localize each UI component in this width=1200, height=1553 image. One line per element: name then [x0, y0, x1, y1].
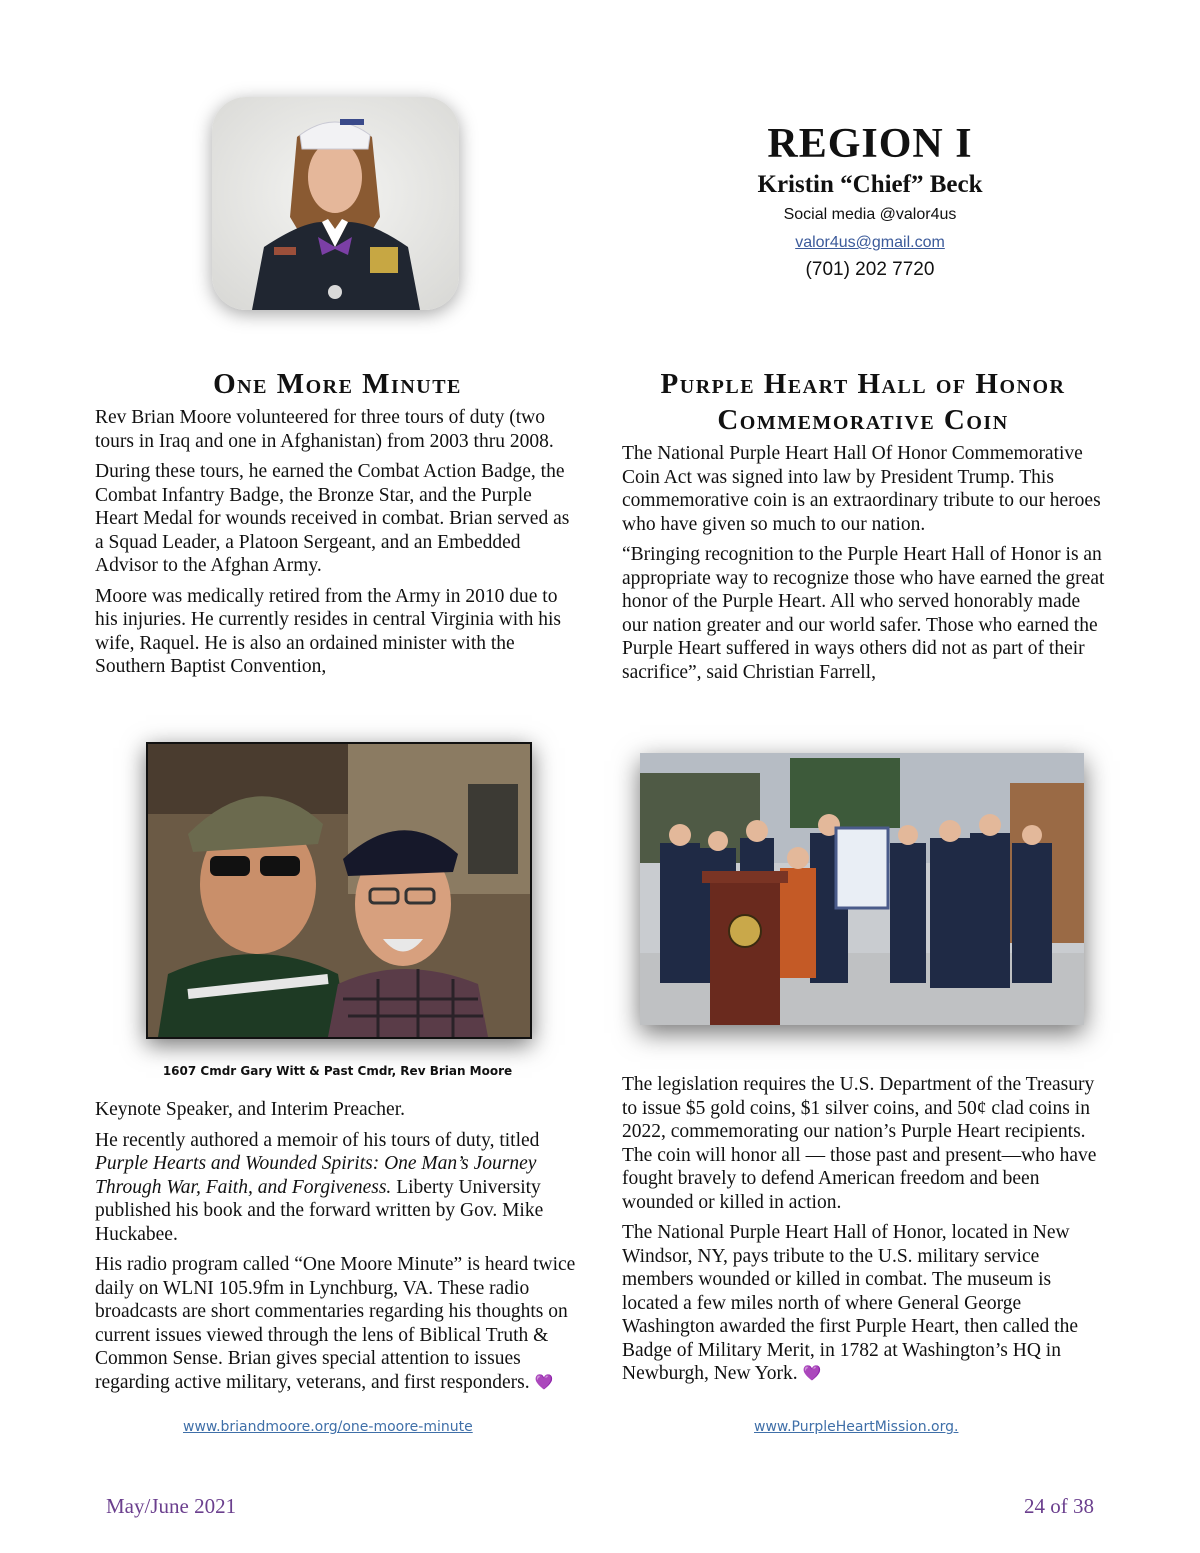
right-article-title-line2: Commemorative Coin: [717, 404, 1009, 436]
memoir-text: He recently authored a memoir of his tours of duty, titled: [95, 1129, 540, 1151]
purple-heart-icon: 💜: [802, 1365, 822, 1382]
region-header: [740, 118, 1000, 282]
portrait-photo: [212, 97, 459, 310]
paragraph: Moore was medically retired from the Army in 2010 due to his injuries. He currently resides in central Virginia with his wife, Raquel. He is also an ordained minister with the Southern Baptist Convention,: [95, 585, 562, 677]
region-title: REGION I: [767, 121, 973, 167]
book-title: Purple Hearts and Wounded Spirits: One Man’s Journey Through War, Faith, and Forgiveness.: [95, 1153, 537, 1198]
paragraph: During these tours, he earned the Combat Action Badge, the Combat Infantry Badge, the Bronze Star, and the Purple Heart Medal for wounds received in combat. Brian served as a Squad Leader, a Platoon Sergeant, and an Embedded Advisor to the Afghan Army.: [95, 461, 570, 576]
left-article-title: One More Minute: [213, 368, 462, 400]
left-article-body-top: [95, 406, 573, 686]
left-article-body-bottom: [95, 1098, 580, 1402]
radio-text: His radio program called “One Moore Minute” is heard twice daily on WLNI 105.9fm in Lynchburg, VA. These radio broadcasts are short commentaries regarding his thoughts on current issues viewed through the lens of Biblical Truth & Common Sense. Brian gives special attention to issues regarding active military, veterans, and first responders.: [95, 1254, 576, 1393]
memoir-text: Liberty University published his book and the forward written by Gov. Mike Huckabee.: [95, 1176, 544, 1245]
purpleheartmission-link[interactable]: www.PurpleHeartMission.org.: [754, 1419, 959, 1435]
coin-ceremony-photo: [640, 753, 1084, 1025]
right-article-title: [622, 366, 1104, 438]
social-handle: Social media @valor4us: [783, 206, 957, 223]
footer-issue-date: May/June 2021: [106, 1494, 237, 1518]
right-article-title-line1: Purple Heart Hall of Honor: [660, 368, 1066, 400]
paragraph: The National Purple Heart Hall Of Honor Commemorative Coin Act was signed into law by President Trump. This commemorative coin is an extraordinary tribute to our heroes who have given so much to our nation.: [622, 443, 1101, 535]
veterans-selfie-photo: [146, 742, 532, 1039]
email-link[interactable]: valor4us@gmail.com: [795, 234, 945, 251]
paragraph: [95, 1129, 580, 1247]
paragraph: [622, 1221, 1107, 1386]
person-name: Kristin “Chief” Beck: [757, 171, 983, 198]
briandmoore-link[interactable]: www.briandmoore.org/one-moore-minute: [183, 1419, 473, 1435]
right-article-body-bottom: [622, 1073, 1107, 1393]
purple-heart-icon: 💜: [534, 1374, 554, 1391]
right-article-body-top: [622, 442, 1107, 691]
museum-text: The National Purple Heart Hall of Honor, located in New Windsor, NY, pays tribute to the U.S. military service members wounded or killed in combat. The museum is located a few miles north of where General George Washington awarded the first Purple Heart, then called the Badge of Military Merit, in 1782 at Washington’s HQ in Newburgh, New York.: [622, 1222, 1078, 1384]
paragraph: Keynote Speaker, and Interim Preacher.: [95, 1099, 406, 1120]
phone-number: (701) 202 7720: [805, 259, 935, 280]
footer-page-number: 24 of 38: [1024, 1494, 1094, 1518]
paragraph: Rev Brian Moore volunteered for three tours of duty (two tours in Iraq and one in Afghanistan) from 2003 thru 2008.: [95, 407, 554, 452]
paragraph: [95, 1253, 580, 1395]
photo-caption: 1607 Cmdr Gary Witt & Past Cmdr, Rev Brian Moore: [162, 1064, 513, 1078]
paragraph: “Bringing recognition to the Purple Heart Hall of Honor is an appropriate way to recognize those who have earned the great honor of the Purple Heart. All who served honorably made our nation greater and our world safer. Those who earned the Purple Heart suffered in ways others did not as part of their sacrifice”, said Christian Farrell,: [622, 544, 1105, 683]
paragraph: The legislation requires the U.S. Department of the Treasury to issue $5 gold coins, $1 silver coins, and 50¢ clad coins in 2022, commemorating our nation’s Purple Heart recipients. The coin will honor all — those past and present—who have fought bravely to defend American freedom and been wounded or killed in action.: [622, 1074, 1097, 1213]
